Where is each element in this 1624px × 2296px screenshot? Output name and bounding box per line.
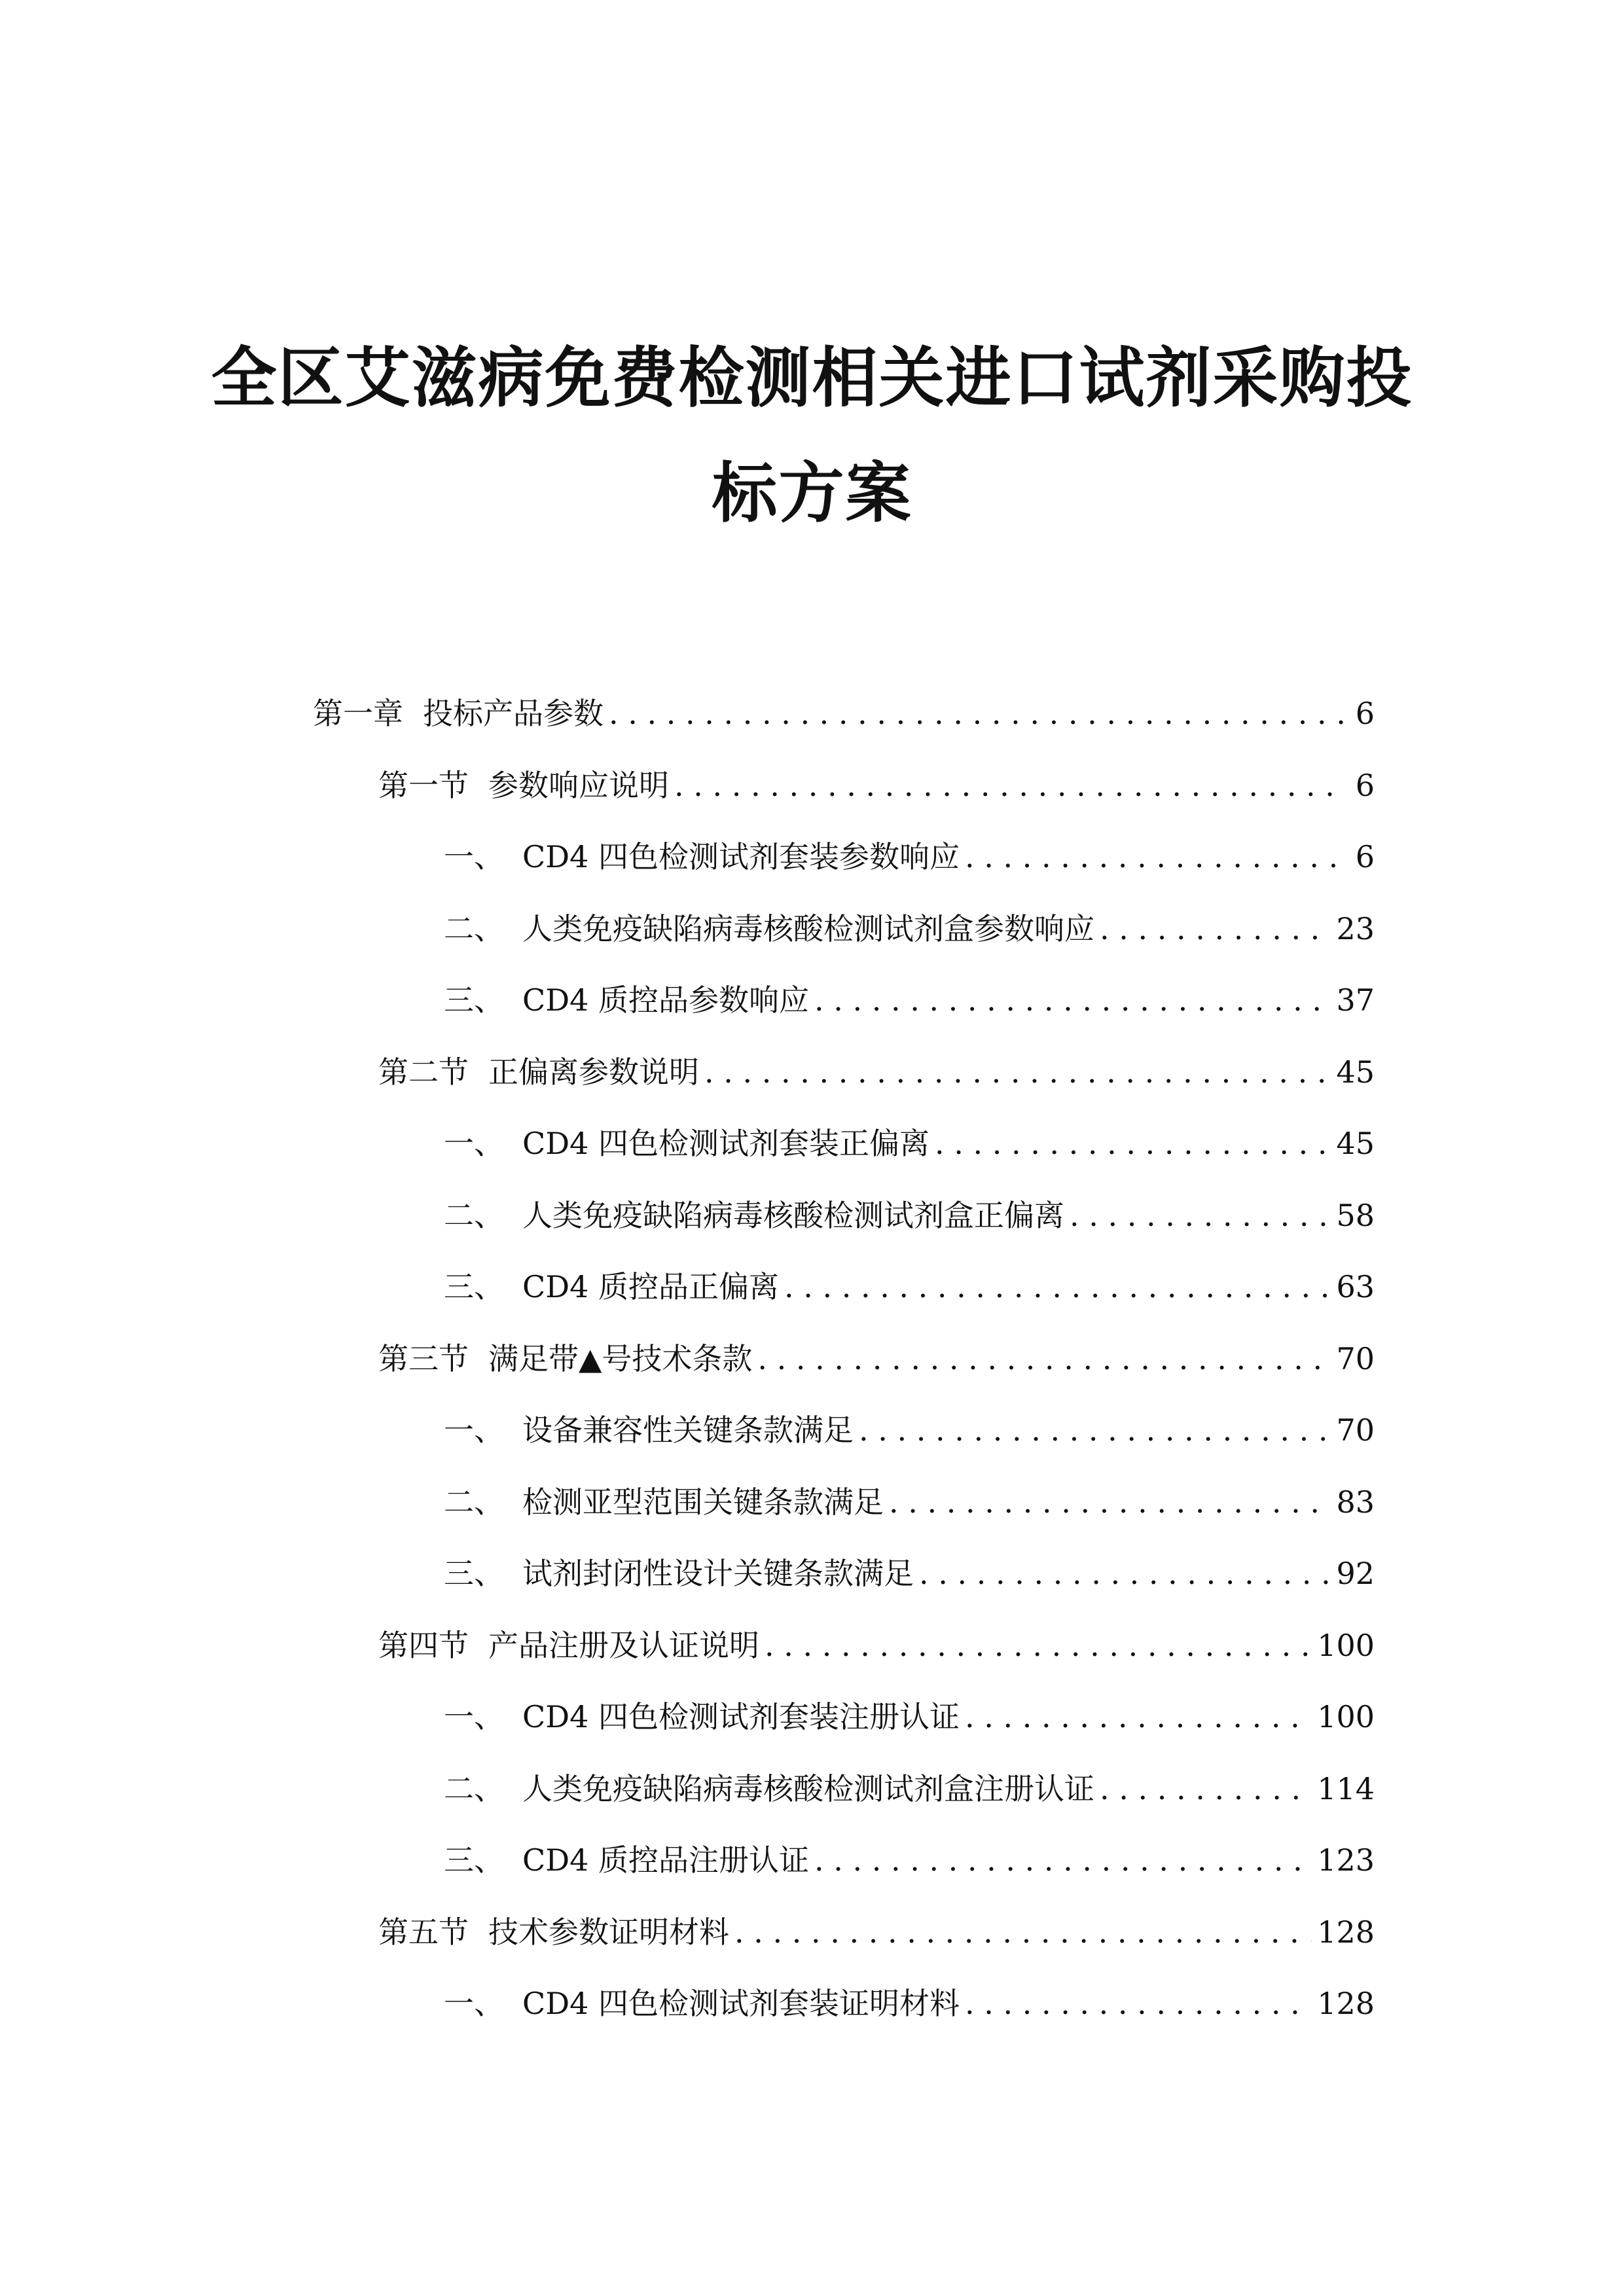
toc-entry-number: 一、	[444, 1986, 504, 2021]
toc-entry[interactable]	[444, 1763, 1375, 1815]
toc-entry-title: 满足带▲号技术条款	[488, 1341, 753, 1376]
toc-page-number: 6	[1355, 696, 1375, 731]
toc-entry-number: 一、	[444, 1412, 504, 1448]
toc-entry-label	[444, 974, 809, 1026]
toc-dot-leader	[814, 1834, 1312, 1886]
toc-entry-title: CD4 质控品注册认证	[522, 1842, 809, 1878]
toc-entry[interactable]	[444, 974, 1375, 1026]
toc-entry-title: CD4 质控品参数响应	[522, 982, 809, 1018]
toc-entry[interactable]	[378, 759, 1375, 812]
toc-entry-number: 三、	[444, 1842, 504, 1878]
toc-entry[interactable]	[378, 1906, 1375, 1958]
toc-entry-title: 试剂封闭性设计关键条款满足	[522, 1556, 914, 1591]
toc-page-number: 63	[1336, 1269, 1375, 1304]
toc-entry[interactable]	[444, 1834, 1375, 1886]
toc-dot-leader	[965, 831, 1343, 883]
toc-entry-title: 参数响应说明	[488, 768, 669, 803]
toc-page-number: 123	[1317, 1842, 1375, 1878]
toc-dot-leader	[889, 1476, 1331, 1528]
toc-entry[interactable]	[444, 1691, 1375, 1743]
toc-entry-label	[444, 1691, 960, 1743]
toc-page-number: 23	[1336, 911, 1375, 946]
toc-entry-number: 三、	[444, 1269, 504, 1304]
toc-entry-label	[444, 1261, 779, 1313]
toc-entry[interactable]	[444, 1476, 1375, 1528]
toc-entry-label	[444, 1476, 884, 1528]
toc-dot-leader	[704, 1046, 1331, 1098]
toc-dot-leader	[859, 1404, 1331, 1456]
toc-dot-leader	[1070, 1189, 1331, 1242]
toc-entry-number: 三、	[444, 1556, 504, 1591]
toc-entry-title: 投标产品参数	[423, 696, 604, 731]
toc-dot-leader	[965, 1977, 1312, 2030]
toc-page-number: 70	[1336, 1341, 1375, 1376]
toc-entry-number: 第二节	[378, 1054, 469, 1090]
toc-entry-number: 第一节	[378, 768, 469, 803]
toc-dot-leader	[784, 1261, 1331, 1313]
toc-entry-number: 三、	[444, 982, 504, 1018]
toc-entry-title: CD4 质控品正偏离	[522, 1269, 779, 1304]
toc-entry-title: 正偏离参数说明	[488, 1054, 699, 1090]
toc-entry-label	[378, 1619, 759, 1672]
toc-entry-number: 一、	[444, 1126, 504, 1161]
toc-entry[interactable]	[378, 1333, 1375, 1385]
toc-entry-number: 二、	[444, 1198, 504, 1233]
toc-entry-number: 第一章	[313, 696, 403, 731]
toc-entry[interactable]	[444, 1261, 1375, 1313]
toc-entry-title: CD4 四色检测试剂套装证明材料	[522, 1986, 960, 2021]
toc-page-number: 100	[1317, 1699, 1375, 1734]
toc-dot-leader	[765, 1619, 1312, 1672]
toc-page-number: 100	[1317, 1628, 1375, 1663]
toc-dot-leader	[609, 687, 1343, 740]
toc-dot-leader	[734, 1906, 1312, 1958]
title-line-2: 标方案	[712, 455, 912, 531]
toc-page-number: 128	[1317, 1914, 1375, 1950]
toc-entry-title: CD4 四色检测试剂套装正偏离	[522, 1126, 929, 1161]
toc-page-number: 114	[1317, 1771, 1375, 1806]
toc-entry-label	[444, 1404, 854, 1456]
toc-entry-number: 第三节	[378, 1341, 469, 1376]
toc-dot-leader	[1100, 903, 1331, 955]
toc-entry-title: CD4 四色检测试剂套装参数响应	[522, 839, 960, 874]
toc-entry-label	[378, 1906, 729, 1958]
toc-entry-title: CD4 四色检测试剂套装注册认证	[522, 1699, 960, 1734]
toc-dot-leader	[965, 1691, 1312, 1743]
toc-entry-number: 一、	[444, 839, 504, 874]
toc-entry-number: 第四节	[378, 1628, 469, 1663]
toc-entry[interactable]	[444, 1547, 1375, 1600]
toc-entry[interactable]	[444, 1117, 1375, 1170]
toc-entry-label	[444, 831, 960, 883]
toc-entry-number: 二、	[444, 1771, 504, 1806]
title-line-1: 全区艾滋病免费检测相关进口试剂采购投	[211, 340, 1413, 416]
toc-dot-leader	[1100, 1763, 1312, 1815]
toc-entry-title: 产品注册及认证说明	[488, 1628, 759, 1663]
toc-entry[interactable]	[444, 1404, 1375, 1456]
toc-entry-label	[444, 1834, 809, 1886]
toc-entry-title: 人类免疫缺陷病毒核酸检测试剂盒参数响应	[522, 911, 1094, 946]
toc-page-number: 83	[1336, 1484, 1375, 1520]
toc-dot-leader	[919, 1547, 1331, 1600]
toc-page-number: 6	[1355, 768, 1375, 803]
toc-entry-label	[313, 687, 604, 740]
toc-entry-number: 二、	[444, 911, 504, 946]
toc-entry-label	[444, 1117, 929, 1170]
toc-page-number: 128	[1317, 1986, 1375, 2021]
toc-entry-title: 技术参数证明材料	[488, 1914, 729, 1950]
document-title	[0, 321, 1624, 551]
toc-page-number: 70	[1336, 1412, 1375, 1448]
toc-page-number: 45	[1336, 1054, 1375, 1090]
toc-entry[interactable]	[444, 903, 1375, 955]
toc-entry-label	[444, 1547, 914, 1600]
toc-dot-leader	[674, 759, 1343, 812]
toc-entry[interactable]	[378, 1619, 1375, 1672]
toc-entry-title: 人类免疫缺陷病毒核酸检测试剂盒注册认证	[522, 1771, 1094, 1806]
toc-entry-label	[378, 759, 669, 812]
toc-entry-label	[444, 1189, 1064, 1242]
toc-entry-label	[444, 1977, 960, 2030]
toc-entry[interactable]	[444, 831, 1375, 883]
toc-page-number: 92	[1336, 1556, 1375, 1591]
toc-entry-number: 一、	[444, 1699, 504, 1734]
toc-page-number: 58	[1336, 1198, 1375, 1233]
toc-entry-number: 二、	[444, 1484, 504, 1520]
toc-page-number: 37	[1336, 982, 1375, 1018]
toc-page-number: 45	[1336, 1126, 1375, 1161]
toc-entry[interactable]	[313, 687, 1375, 740]
toc-entry-title: 检测亚型范围关键条款满足	[522, 1484, 884, 1520]
toc-entry-number: 第五节	[378, 1914, 469, 1950]
toc-entry-title: 人类免疫缺陷病毒核酸检测试剂盒正偏离	[522, 1198, 1064, 1233]
toc-entry-label	[444, 1763, 1094, 1815]
toc-entry-title: 设备兼容性关键条款满足	[522, 1412, 854, 1448]
toc-dot-leader	[757, 1333, 1331, 1385]
toc-entry-label	[378, 1333, 752, 1385]
toc-dot-leader	[935, 1117, 1331, 1170]
toc-entry[interactable]	[378, 1046, 1375, 1098]
toc-entry[interactable]	[444, 1977, 1375, 2030]
toc-entry-label	[444, 903, 1094, 955]
toc-entry-label	[378, 1046, 699, 1098]
toc-entry[interactable]	[444, 1189, 1375, 1242]
toc-dot-leader	[814, 974, 1331, 1026]
toc-page-number: 6	[1355, 839, 1375, 874]
